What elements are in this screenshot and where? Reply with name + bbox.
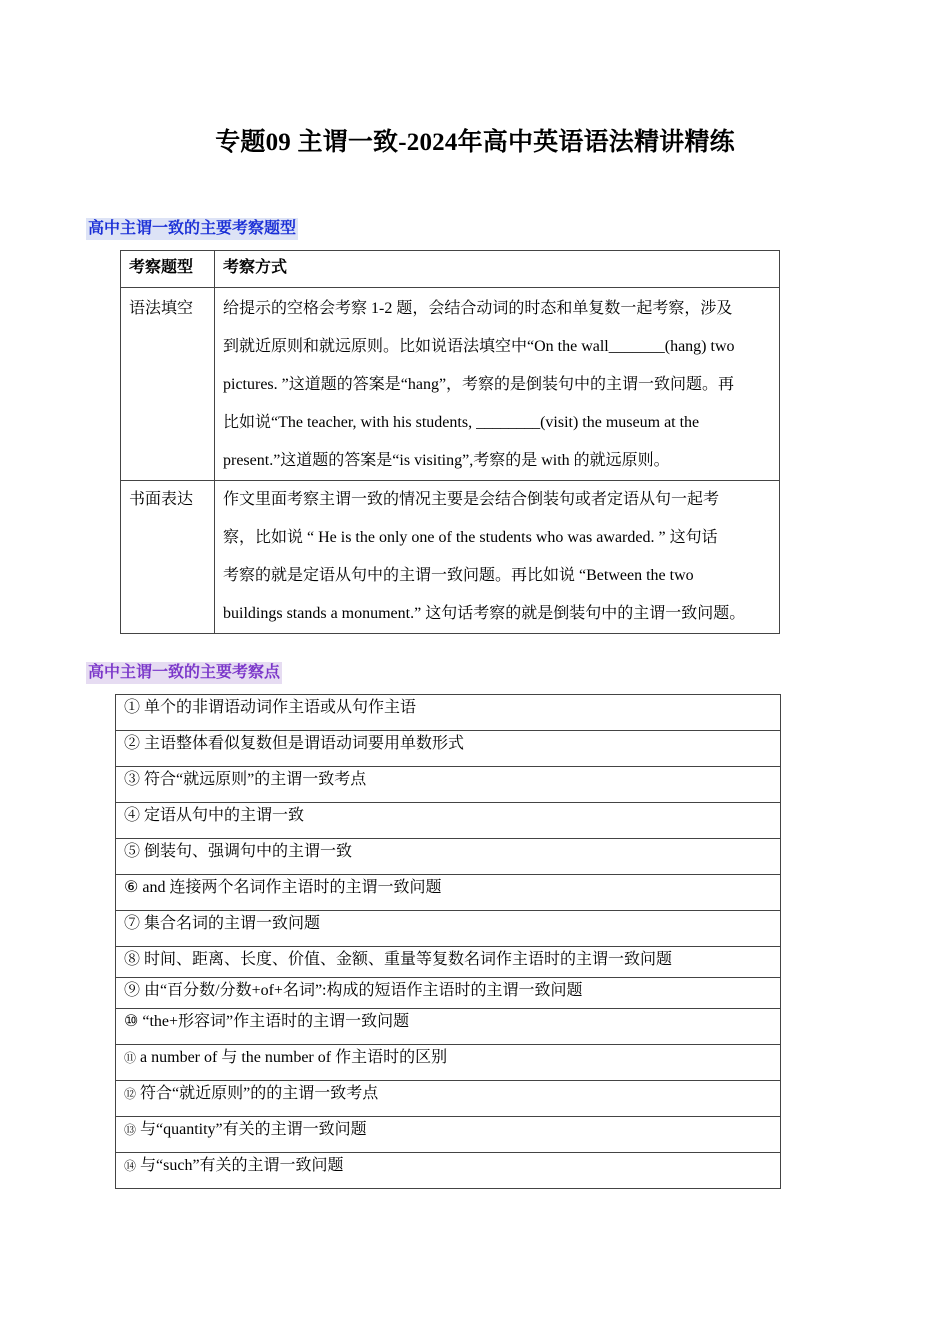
item-number: ③ [124,771,141,788]
item-number: ⑧ [124,951,141,968]
section-heading-question-types: 高中主谓一致的主要考察题型 [86,218,298,240]
item-text: 时间、距离、长度、价值、金额、重量等复数名词作主语时的主谓一致问题 [144,951,673,968]
page-title: 专题09 主谓一致-2024年高中英语语法精讲精练 [215,129,735,156]
item-number: ⑭ [124,1159,137,1173]
key-point-cell [116,1117,781,1153]
question-type-cell: 语法填空 [121,288,215,481]
item-text: 定语从句中的主谓一致 [144,807,305,824]
method-line: 比如说“The teacher, with his students, ________(visit) the museum at the [223,414,700,431]
key-point-cell [116,875,781,911]
item-number: ⑬ [124,1123,137,1137]
table-row [116,875,781,911]
key-point-cell [116,695,781,731]
item-number: ① [124,699,141,716]
key-point-cell [116,839,781,875]
table-row [116,731,781,767]
question-type-cell: 书面表达 [121,481,215,634]
table-row [121,481,780,634]
method-line: pictures. ”这道题的答案是“hang”，考察的是倒装句中的主谓一致问题。再 [223,376,735,393]
table-row [116,1045,781,1081]
item-number: ⑤ [124,843,141,860]
key-point-cell [116,1153,781,1189]
method-line: 给提示的空格会考察 1-2 题，会结合动词的时态和单复数一起考察，涉及 [223,300,733,317]
table-header-cell: 考察方式 [215,251,780,288]
key-point-cell [116,911,781,947]
table-row [116,839,781,875]
item-number: ⑪ [124,1051,137,1065]
table-row [116,695,781,731]
key-point-cell [116,1045,781,1081]
method-line: present.”这道题的答案是“is visiting”,考察的是 with 的就远原则。 [223,452,670,469]
table-row [116,911,781,947]
key-point-cell [116,767,781,803]
table-row [116,1081,781,1117]
table-row [116,1153,781,1189]
table-header-row [121,251,780,288]
method-line: 考察的就是定语从句中的主谓一致问题。再比如说 “Between the two [223,567,694,584]
method-line: 作文里面考察主谓一致的情况主要是会结合倒装句或者定语从句一起考 [223,491,720,508]
key-point-cell [116,978,781,1009]
table-row [121,288,780,481]
item-text: “the+形容词”作主语时的主谓一致问题 [142,1013,410,1030]
table-row [116,1117,781,1153]
key-point-cell [116,947,781,978]
method-line: 到就近原则和就远原则。比如说语法填空中“On the wall_______(hang) two [223,338,735,355]
table-header-cell: 考察题型 [121,251,215,288]
item-text: 与“such”有关的主谓一致问题 [140,1157,344,1174]
key-point-cell [116,803,781,839]
section-heading-key-points: 高中主谓一致的主要考察点 [86,662,282,684]
item-text: 符合“就远原则”的主谓一致考点 [144,771,367,788]
item-text: 倒装句、强调句中的主谓一致 [144,843,353,860]
table-row [116,1009,781,1045]
table-row [116,803,781,839]
table-row [116,767,781,803]
table-row [116,978,781,1009]
item-number: ⑫ [124,1087,137,1101]
key-points-table [115,694,781,1189]
item-text: 单个的非谓语动词作主语或从句作主语 [144,699,417,716]
key-point-cell [116,1081,781,1117]
item-text: and 连接两个名词作主语时的主谓一致问题 [142,879,442,896]
key-point-cell [116,731,781,767]
item-text: 主语整体看似复数但是谓语动词要用单数形式 [144,735,465,752]
question-types-table [120,250,780,634]
key-point-cell [116,1009,781,1045]
item-text: 由“百分数/分数+of+名词”:构成的短语作主语时的主谓一致问题 [144,982,583,999]
method-line: 察，比如说 “ He is the only one of the students who was awarded. ” 这句话 [223,529,718,546]
item-number: ⑥ [124,879,139,896]
item-number: ⑦ [124,915,141,932]
item-text: 集合名词的主谓一致问题 [144,915,321,932]
item-number: ④ [124,807,141,824]
item-number: ⑨ [124,982,141,999]
item-text: 符合“就近原则”的的主谓一致考点 [140,1085,379,1102]
method-line: buildings stands a monument.” 这句话考察的就是倒装句中的主谓一致问题。 [223,605,746,622]
item-text: a number of 与 the number of 作主语时的区别 [140,1049,448,1066]
item-text: 与“quantity”有关的主谓一致问题 [140,1121,367,1138]
item-number: ⑩ [124,1013,139,1030]
method-cell [215,481,780,634]
method-cell [215,288,780,481]
table-row [116,947,781,978]
item-number: ② [124,735,141,752]
